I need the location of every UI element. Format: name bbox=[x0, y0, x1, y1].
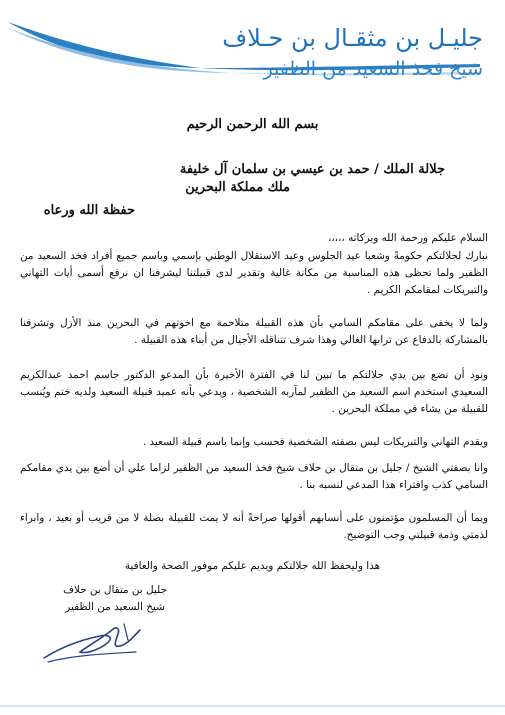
signatory-name: جليل بن متقال بن حلاف bbox=[63, 584, 167, 596]
greeting: السلام عليكم ورحمة الله وبركاته ،،،،، bbox=[328, 232, 488, 244]
paragraph-denial: وانا بصفتي الشيخ / جليل بن متقال بن حلاف شيخ فخذ السعيد من الظفير لزاما علي أن أضع بين يدي مقامكم السامي كذب وافتراء هذا المدعي لنسبه بنا . bbox=[20, 462, 488, 491]
paragraph-claim: ونود أن نضع بين يدي جلالتكم ما تبين لنا في الفترة الأخيرة بأن المدعو الدكتور جاسم احمد عبدالكريم السعيدي استخدم اسم السعيد من الظفير لمآربه الشخصية ، ويدعي بأنه عميد قبيلة السعيد ولديه ختم ويُنسب للقبيلة من يشاء في مملكة البحرين . bbox=[20, 369, 488, 415]
addressee-line-1: جلالة الملك / حمد بن عيسي بن سلمان آل خليفة bbox=[179, 162, 445, 177]
closing-line: هذا وليحفظ الله جلالتكم ويديم عليكم موفور الصحة والعافية bbox=[124, 560, 381, 572]
paragraph-greetings-in-name: ويقدم التهاني والتبريكات ليس بصفته الشخصية فحسب وإنما باسم قبيلة السعيد . bbox=[142, 436, 488, 448]
signatory-title: شيخ السعيد من الظفير bbox=[65, 601, 165, 613]
paragraph-loyalty: ولما لا يخفى على مقامكم السامي بأن هذه القبيلة متلاحمة مع اخوتهم في البحرين منذ الأزل وتشرفنا بالمشاركة بالدفاع عن ترابها الغالي وهذا شرف تتناقله الأجيال من أبناء هذه القبيلة . bbox=[20, 317, 488, 346]
letterhead-tribe-title: شيخ فخذ السعيد من الظفير bbox=[263, 58, 483, 80]
addressee-line-2: ملك مملكة البحرين bbox=[185, 180, 290, 195]
letterhead-sheikh-name: جليـل بن مثقـال بن حـلاف bbox=[222, 24, 483, 52]
basmala: بسم الله الرحمن الرحيم bbox=[186, 117, 319, 132]
bottom-rule bbox=[0, 705, 505, 707]
letterhead bbox=[0, 0, 505, 100]
handwritten-signature bbox=[40, 618, 150, 668]
honorific: حفظة الله ورعاه bbox=[43, 203, 135, 218]
paragraph-congratulations: نبارك لجلالتكم حكومةً وشعبا عيد الجلوس وعيد الاستقلال الوطني بإسمي وباسم جميع أفراد فخد السعيد من الظفير ولما تحظى هذه المناسبة من مكانة غالية وتقدير لدى قبيلتنا ليشرفنا ان نرفع أسمى أيات التهاني والتبريكات لمقامكم الكريم . bbox=[20, 250, 488, 296]
paragraph-clarification: وبما أن المسلمون مؤتمنون على أنسابهم أقولها صراحةً أنه لا يمت للقبيلة بصلة لا من قريب أو بعيد ، وابراء لذمتي وذمة قبيلتي وجب التوضيح. bbox=[20, 512, 488, 541]
